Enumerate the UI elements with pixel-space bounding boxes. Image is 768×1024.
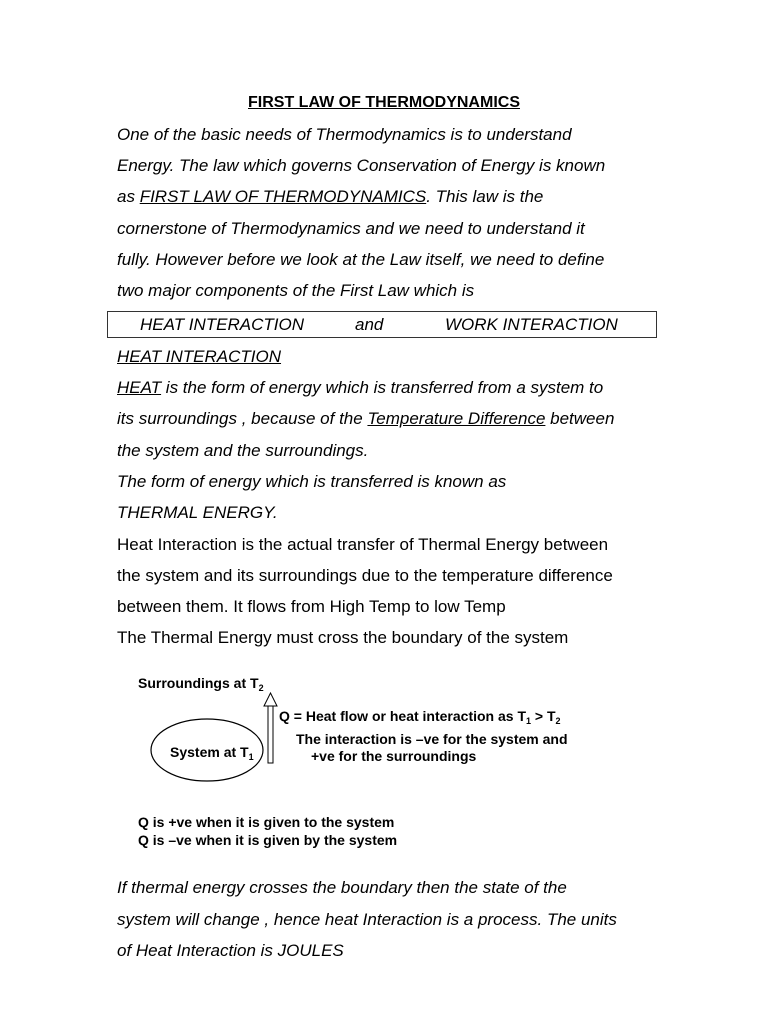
page-title: FIRST LAW OF THERMODYNAMICS (248, 94, 520, 111)
heat-line-2-post: between (545, 409, 615, 428)
negative-interaction-line-2: +ve for the surroundings (311, 748, 477, 764)
closing-line-2: system will change , hence heat Interaction is a process. The units (117, 910, 617, 929)
heat-interaction-heading: HEAT INTERACTION (117, 347, 282, 366)
q-positive-note: Q is +ve when it is given to the system (138, 814, 395, 830)
heat-flow-arrow-shaft (268, 705, 273, 763)
heat-line-1-rest: is the form of energy which is transferred from a system to (161, 378, 604, 397)
heat-line-8: between them. It flows from High Temp to low Temp (117, 597, 506, 616)
intro-line-2: Energy. The law which governs Conservation of Energy is known (117, 156, 606, 175)
heat-word: HEAT (117, 378, 162, 397)
intro-line-3-pre: as (117, 187, 140, 206)
box-work-interaction: WORK INTERACTION (445, 315, 618, 334)
heat-line-2 (117, 409, 614, 429)
negative-interaction-line-1: The interaction is –ve for the system and (296, 731, 568, 747)
heat-line-9: The Thermal Energy must cross the boundary of the system (117, 628, 569, 647)
system-label: System at $T_1$ (170, 744, 254, 762)
intro-line-6: two major components of the First Law which is (117, 281, 475, 300)
heat-line-3: the system and the surroundings. (117, 441, 369, 460)
heat-line-5: THERMAL ENERGY. (117, 503, 278, 522)
intro-line-3-post: . This law is the (426, 187, 544, 206)
box-and: and (355, 315, 384, 334)
first-law-underlined: FIRST LAW OF THERMODYNAMICS (139, 187, 427, 206)
q-negative-note: Q is –ve when it is given by the system (138, 832, 398, 848)
intro-line-3 (117, 187, 543, 207)
surroundings-label: Surroundings at $T_2$ (138, 675, 264, 693)
intro-line-1: One of the basic needs of Thermodynamics is to understand (117, 125, 572, 144)
closing-line-3: of Heat Interaction is JOULES (117, 941, 344, 960)
intro-line-4: cornerstone of Thermodynamics and we need to understand it (117, 219, 585, 238)
closing-line-1: If thermal energy crosses the boundary then the state of the (117, 878, 567, 897)
components-box (107, 311, 657, 338)
heat-line-6: Heat Interaction is the actual transfer of Thermal Energy between (117, 535, 609, 554)
q-definition: Q = Heat flow or heat interaction as $T_1 > T_2$ (279, 708, 561, 726)
box-heat-interaction: HEAT INTERACTION (140, 315, 305, 334)
temperature-difference-underlined: Temperature Difference (367, 409, 546, 428)
heat-line-2-pre: its surroundings , because of the (117, 409, 368, 428)
intro-line-5: fully. However before we look at the Law itself, we need to define (117, 250, 605, 269)
heat-flow-arrow-head (264, 693, 277, 706)
heat-line-1 (117, 378, 603, 398)
heat-line-4: The form of energy which is transferred is known as (117, 472, 507, 491)
heat-line-7: the system and its surroundings due to the temperature difference (117, 566, 613, 585)
heat-flow-diagram (150, 685, 290, 785)
